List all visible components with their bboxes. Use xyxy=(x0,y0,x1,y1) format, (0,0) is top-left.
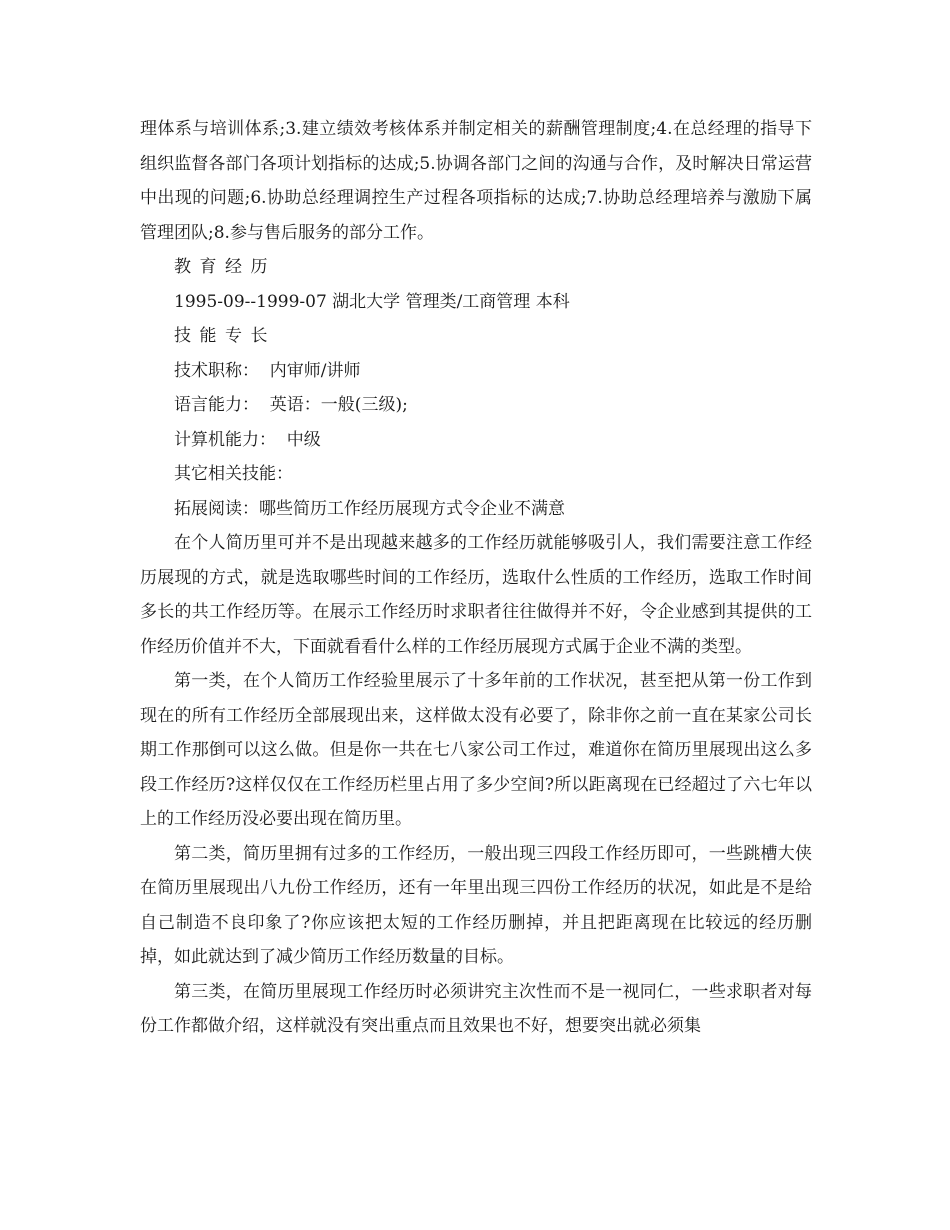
skill-other-line: 其它相关技能： xyxy=(174,464,293,484)
education-heading: 教育经历 xyxy=(174,257,276,277)
body-paragraph: 第三类，在简历里展现工作经历时必须讲究主次性而不是一视同仁，一些求职者对每份工作都做介绍，这样就没有突出重点而且效果也不好，想要突出就必须集 xyxy=(140,981,812,1036)
body-paragraph: 第二类，简历里拥有过多的工作经历，一般出现三四段工作经历即可，一些跳槽大侠在简历里展现出八九份工作经历，还有一年里出现三四份工作经历的状况，如此是不是给自己制造不良印象了?你应该把太短的工作经历删掉，并且把距离现在比较远的经历删掉，如此就达到了减少简历工作经历数量的目标。 xyxy=(140,843,812,967)
body-paragraph: 第一类，在个人简历工作经验里展示了十多年前的工作状况，甚至把从第一份工作到现在的所有工作经历全部展现出来，这样做太没有必要了，除非你之前一直在某家公司长期工作那倒可以这么做。但是你一共在七八家公司工作过，难道你在简历里展现出这么多段工作经历?这样仅仅在工作经历栏里占用了多少空间?所以距离现在已经超过了六七年以上的工作经历没必要出现在简历里。 xyxy=(140,671,812,829)
intro-paragraph: 理体系与培训体系;3.建立绩效考核体系并制定相关的薪酬管理制度;4.在总经理的指导下组织监督各部门各项计划指标的达成;5.协调各部门之间的沟通与合作，及时解决日常运营中出现的问题;6.协助总经理调控生产过程各项指标的达成;7.协助总经理培养与激励下属管理团队;8.参与售后服务的部分工作。 xyxy=(140,119,812,243)
skill-title-line: 技术职称： 内审师/讲师 xyxy=(174,360,361,381)
body-paragraph: 在个人简历里可并不是出现越来越多的工作经历就能够吸引人，我们需要注意工作经历展现的方式，就是选取哪些时间的工作经历，选取什么性质的工作经历，选取工作时间多长的共工作经历等。在展示工作经历时求职者往往做得并不好，令企业感到其提供的工作经历价值并不大，下面就看看什么样的工作经历展现方式属于企业不满的类型。 xyxy=(140,533,812,657)
skill-computer-line: 计算机能力： 中级 xyxy=(174,429,321,450)
education-entry: 1995-09--1999-07 湖北大学 管理类/工商管理 本科 xyxy=(174,291,570,312)
extended-reading-title: 拓展阅读：哪些简历工作经历展现方式令企业不满意 xyxy=(174,498,565,519)
skill-language-line: 语言能力： 英语：一般(三级); xyxy=(174,395,408,415)
skills-heading: 技能专长 xyxy=(174,326,276,346)
document-body xyxy=(140,112,812,1044)
